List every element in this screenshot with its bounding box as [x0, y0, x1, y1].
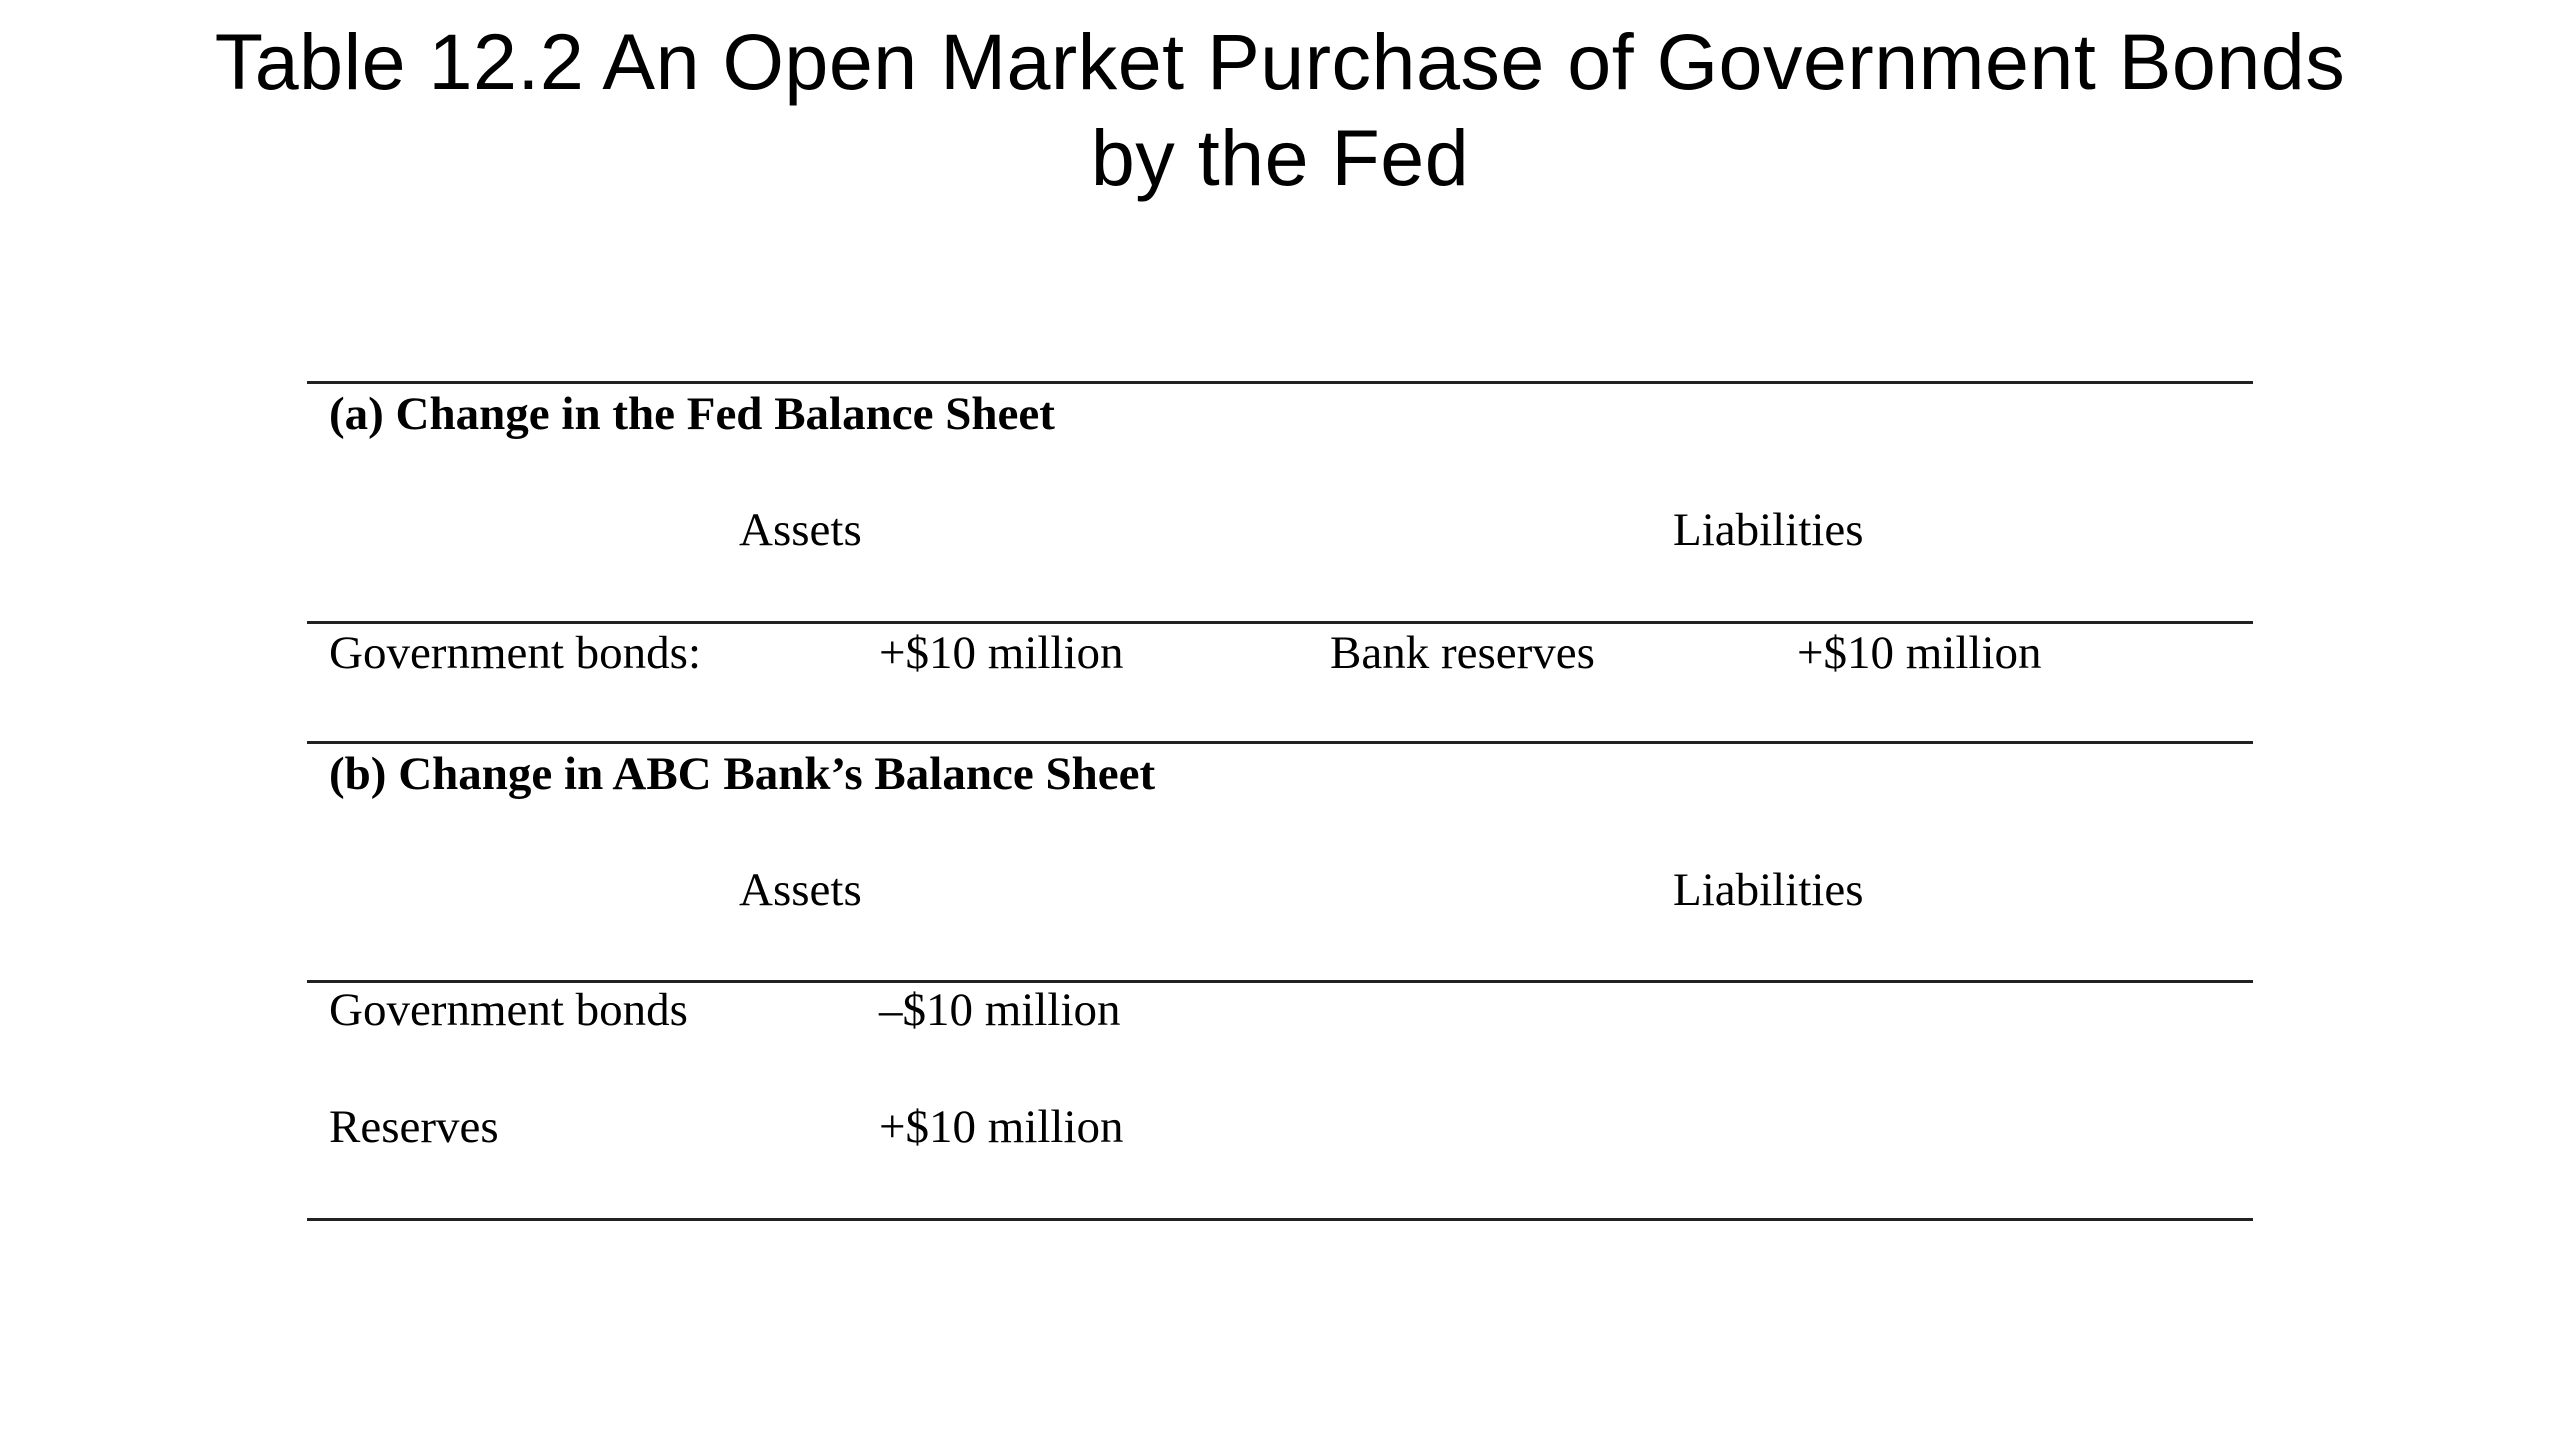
balance-sheet-table	[307, 0, 2253, 1440]
section-b-row-2-asset-value: +$10 million	[879, 1101, 1124, 1153]
section-a-liability-value: +$10 million	[1797, 627, 2042, 679]
section-a-asset-label: Government bonds:	[329, 627, 702, 679]
section-b-row-1-asset-value: –$10 million	[879, 984, 1121, 1036]
section-a-liabilities-header: Liabilities	[1673, 504, 1864, 556]
section-a-liability-label: Bank reserves	[1330, 627, 1595, 679]
section-b-assets-header: Assets	[739, 864, 862, 916]
table-top-rule	[307, 381, 2253, 384]
section-a-asset-value: +$10 million	[879, 627, 1124, 679]
section-a-header-rule	[307, 621, 2253, 624]
section-b-liabilities-header: Liabilities	[1673, 864, 1864, 916]
section-a-heading: (a) Change in the Fed Balance Sheet	[329, 388, 1055, 440]
table-bottom-rule	[307, 1218, 2253, 1221]
page-title-line-2: by the Fed	[1090, 113, 1470, 202]
section-b-row-1-asset-label: Government bonds	[329, 984, 688, 1036]
section-b-top-rule	[307, 741, 2253, 744]
section-b-row-2-asset-label: Reserves	[329, 1101, 499, 1153]
section-a-assets-header: Assets	[739, 504, 862, 556]
page-title-line-1: Table 12.2 An Open Market Purchase of Government Bonds	[214, 17, 2346, 106]
section-b-heading: (b) Change in ABC Bank’s Balance Sheet	[329, 748, 1156, 800]
